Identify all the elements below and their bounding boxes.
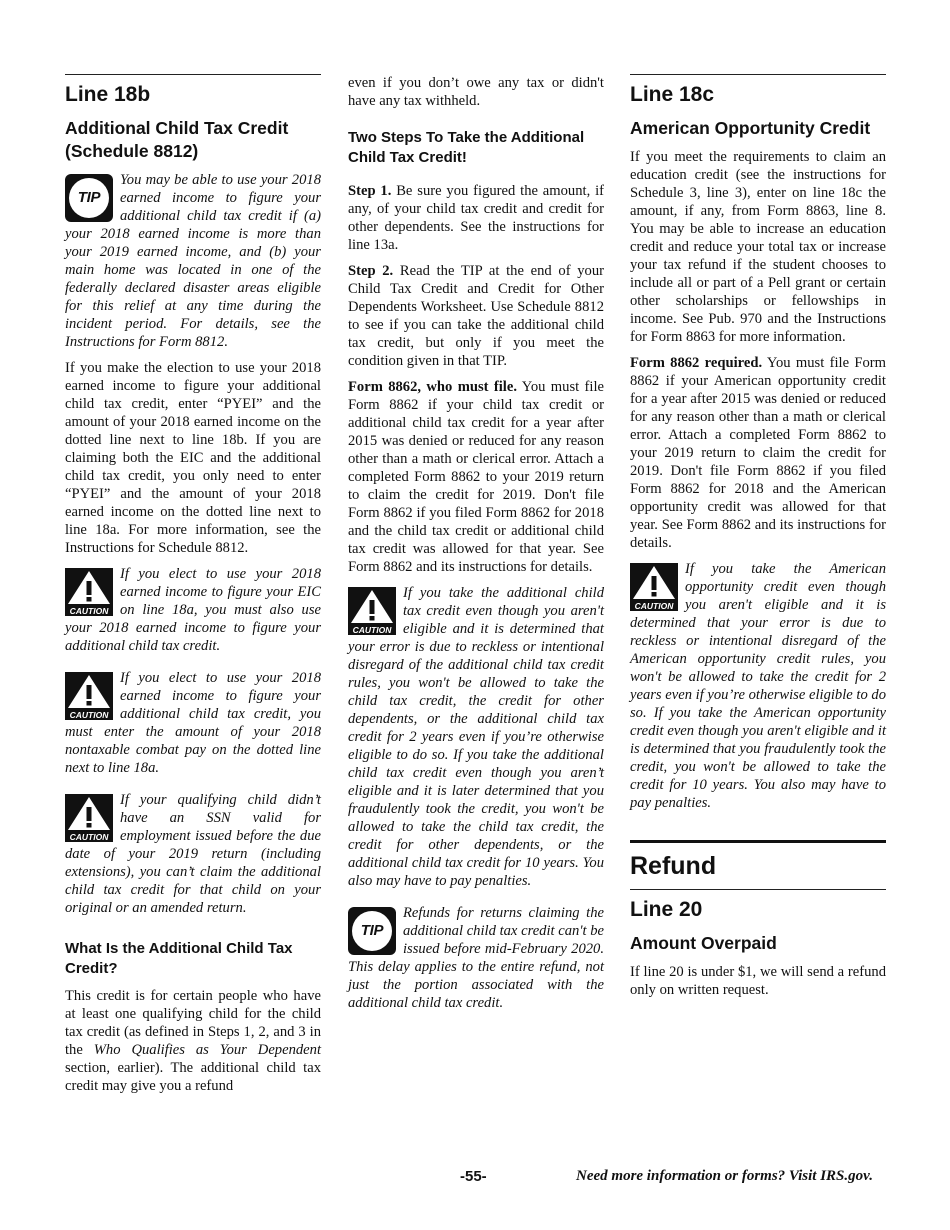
caution-note [348, 584, 604, 890]
caution-icon [348, 587, 396, 635]
caution-text: If you take the additional child tax credit even though you aren't eligible and it is determined that your error is due to reckless or intentional disregard of the additional child tax credit rules, you won't be allowed to take the child tax credit, the credit for other dependents, or the additional child tax credit for 2 years even if you’re otherwise eligible to do so. If you take the additional child tax credit even though you aren’t eligible and it is later determined that you fraudulently took the credit, you won't be allowed to take the child tax credit, the credit for other dependents, or the additional child tax credit for 10 years. You also may have to pay penalties. [348, 585, 604, 889]
section-rule [630, 889, 886, 890]
svg-text:CAUTION: CAUTION [69, 832, 109, 842]
amount-overpaid-paragraph: If line 20 is under $1, we will send a refund only on written request. [630, 964, 886, 998]
tip-text: You may be able to use your 2018 earned income to figure your additional child tax credit if (a) your 2018 earned income is more than your 2019 earned income, and (b) your main home was located in one of the federally declared disaster areas eligible for this relief at any time during the incident period. For details, see the Instructions for Form 8812. [65, 172, 321, 350]
what-is-paragraph: This credit is for certain people who have at least one qualifying child for the child tax credit (as defined in Steps 1, 2, and 3 in the Who Qualifies as Your Dependent section, earlier). The additional child tax credit may give you a refund [65, 988, 321, 1094]
what-is-heading: What Is the Additional Child Tax Credit? [65, 940, 293, 977]
column-middle [348, 74, 604, 1020]
column-left [65, 74, 321, 1103]
tip-icon: TIP [65, 174, 113, 222]
caution-icon [65, 672, 113, 720]
caution-text: If you elect to use your 2018 earned income to figure your EIC on line 18a, you must also use your 2018 earned income to figure your additional child tax credit. [65, 566, 321, 654]
page-number: -55- [460, 1168, 487, 1185]
form-8862-required-paragraph: Form 8862 required. You must file Form 8862 if your American opportunity credit for a year after 2015 was denied or reduced for any reason other than a math or clerical error. Attach a completed Form 8862 to your 2019 return to claim the credit for 2019. Don't file Form 8862 if you filed Form 8862 for 2018 and the American opportunity credit was allowed for that year. See Form 8862 and its instructions for details. [630, 355, 886, 551]
tip-note [65, 171, 321, 351]
two-steps-heading: Two Steps To Take the Additional Child Tax Credit! [348, 129, 585, 166]
caution-icon [65, 568, 113, 616]
tip-icon: TIP [348, 907, 396, 955]
column-right [630, 74, 886, 1007]
section-rule [630, 74, 886, 75]
tip-note [348, 904, 604, 1012]
refund-heading: Refund [630, 852, 717, 880]
education-credit-paragraph: If you meet the requirements to claim an education credit (see the instructions for Schedule 3, line 3), enter on line 18c the amount, if any, from Form 8863, line 8. You may be able to increase an education credit and reduce your total tax or increase your tax refund if the student chooses to include all or part of a Pell grant or certain other scholarships or fellowships in income. See Pub. 970 and the Instructions for Form 8863 for more information. [630, 149, 886, 345]
line-18c-heading: Line 18c [630, 83, 715, 106]
pyei-paragraph: If you make the election to use your 2018 earned income to figure your additional child tax credit, enter “PYEI” and the amount of your 2018 earned income on the dotted line next to line 18b. If you are claiming both the EIC and the additional child tax credit, you only need to enter “PYEI” and the amount of your 2018 earned income on the dotted line next to line 18a. For more information, see the Instructions for Schedule 8812. [65, 360, 321, 556]
caution-icon [65, 794, 113, 842]
american-opportunity-heading: American Opportunity Credit [630, 118, 871, 138]
svg-text:CAUTION: CAUTION [634, 601, 674, 611]
form-8862-paragraph: Form 8862, who must file. You must file Form 8862 if your child tax credit or additional child tax credit for a year after 2015 was denied or reduced for any reason other than a math or clerical error. Attach a completed Form 8862 to your 2019 return to claim the credit for 2019. Don't file Form 8862 if you filed Form 8862 for 2018 and the child tax credit or additional child tax credit was allowed for that year. See Form 8862 and its instructions for details. [348, 379, 604, 575]
section-rule [65, 74, 321, 75]
amount-overpaid-heading: Amount Overpaid [630, 933, 777, 953]
section-rule-thick [630, 840, 886, 843]
caution-note [65, 669, 321, 777]
line-20-heading: Line 20 [630, 898, 703, 921]
additional-child-tax-credit-heading: Additional Child Tax Credit (Schedule 8812) [65, 118, 289, 161]
tip-text: Refunds for returns claiming the additional child tax credit can't be issued before mid-February 2020. This delay applies to the entire refund, not just the portion associated with the additional child tax credit. [348, 905, 604, 1011]
continued-paragraph: even if you don’t owe any tax or didn't have any tax withheld. [348, 75, 604, 109]
caution-note [630, 560, 886, 812]
caution-note [65, 565, 321, 655]
svg-text:CAUTION: CAUTION [69, 606, 109, 616]
caution-note [65, 791, 321, 917]
footer-note: Need more information or forms? Visit IRS.gov. [576, 1168, 873, 1184]
step-2-paragraph: Step 2. Read the TIP at the end of your Child Tax Credit and Credit for Other Dependents Worksheet. Use Schedule 8812 to see if you can take the additional child tax credit, but only if you meet the condition given in that TIP. [348, 263, 604, 369]
caution-text: If you take the American opportunity credit even though you aren't eligible and it is determined that your error is due to reckless or intentional disregard of the American opportunity credit rules, you won't be allowed to take the credit for 2 years even if you’re otherwise eligible to do so. If you take the American opportunity credit even though you aren't eligible and it is determined that you fraudulently took the credit, you won't be allowed to take the credit for 10 years. You also may have to pay penalties. [630, 561, 886, 811]
line-18b-heading: Line 18b [65, 83, 151, 106]
step-1-paragraph: Step 1. Be sure you figured the amount, if any, of your child tax credit and credit for other dependents. See the instructions for line 13a. [348, 183, 604, 253]
svg-text:CAUTION: CAUTION [352, 625, 392, 635]
caution-text: If your qualifying child didn’t have an SSN valid for employment issued before the due date of your 2019 return (including extensions), you can’t claim the additional child tax credit for that child on your original or an amended return. [65, 792, 321, 916]
caution-text: If you elect to use your 2018 earned income to figure your additional child tax credit, you must enter the amount of your 2018 nontaxable combat pay on the dotted line next to line 18a. [65, 670, 321, 776]
svg-text:CAUTION: CAUTION [69, 710, 109, 720]
caution-icon [630, 563, 678, 611]
